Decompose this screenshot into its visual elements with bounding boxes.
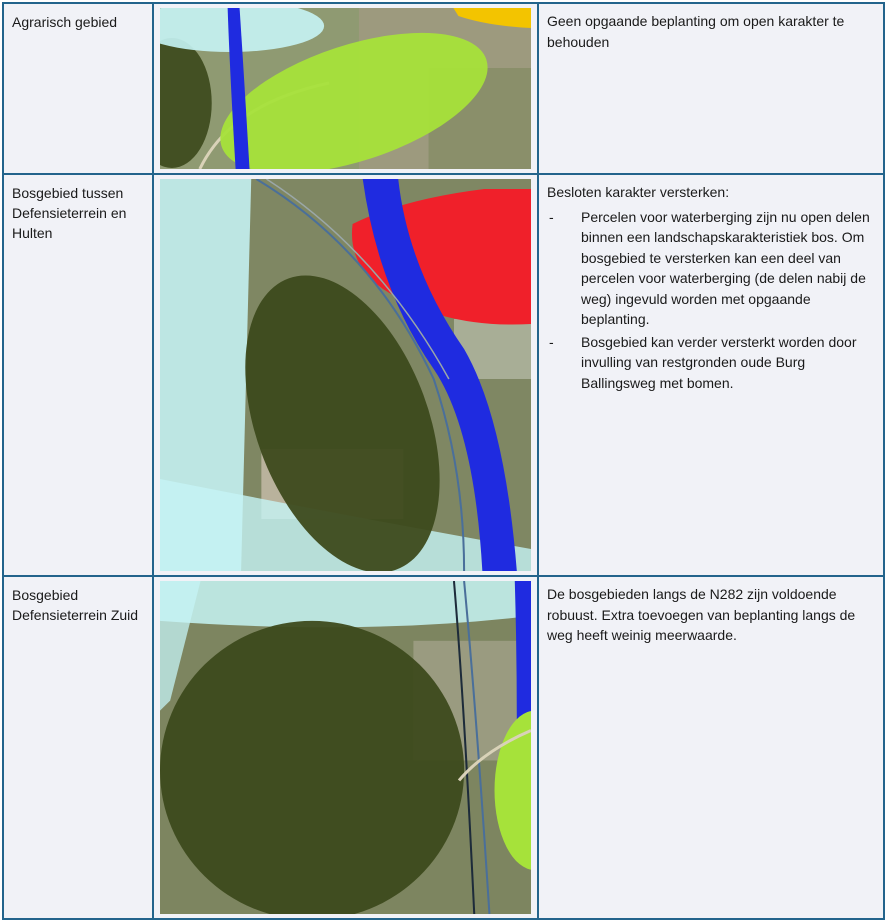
map-cell bbox=[154, 4, 539, 173]
advice-text: De bosgebieden langs de N282 zijn voldoende robuust. Extra toevoegen van beplanting langs de weg heeft weinig meerwaarde. bbox=[547, 586, 856, 643]
aerial-map-image bbox=[160, 8, 531, 169]
aerial-map-image bbox=[160, 179, 531, 571]
map-cell bbox=[154, 175, 539, 575]
advice-bullet: - Bosgebied kan verder versterkt worden door invulling van restgronden oude Burg Ballingsweg met bomen. bbox=[547, 332, 873, 394]
area-name: Agrarisch gebied bbox=[4, 4, 154, 173]
map-cell bbox=[154, 577, 539, 918]
advice-intro: Besloten karakter versterken: bbox=[547, 184, 730, 200]
table-row bbox=[4, 4, 883, 173]
advice-bullet: - Percelen voor waterberging zijn nu open delen binnen een landschapskarakteristiek bos. Om bosgebied te versterken kan een deel van percelen voor waterberging (de delen nabij de weg) ingevuld worden met opgaande beplanting. bbox=[547, 207, 873, 330]
area-name: Bosgebied tussen Defensieterrein en Hulten bbox=[4, 175, 154, 575]
advice-cell bbox=[539, 175, 883, 575]
table-row bbox=[4, 173, 883, 575]
area-name: Bosgebied Defensieterrein Zuid bbox=[4, 577, 154, 918]
advice-text: Geen opgaande beplanting om open karakter te behouden bbox=[547, 13, 845, 50]
assessment-table bbox=[2, 2, 885, 920]
aerial-map-image bbox=[160, 581, 531, 914]
advice-list bbox=[547, 207, 873, 394]
table-row bbox=[4, 575, 883, 918]
